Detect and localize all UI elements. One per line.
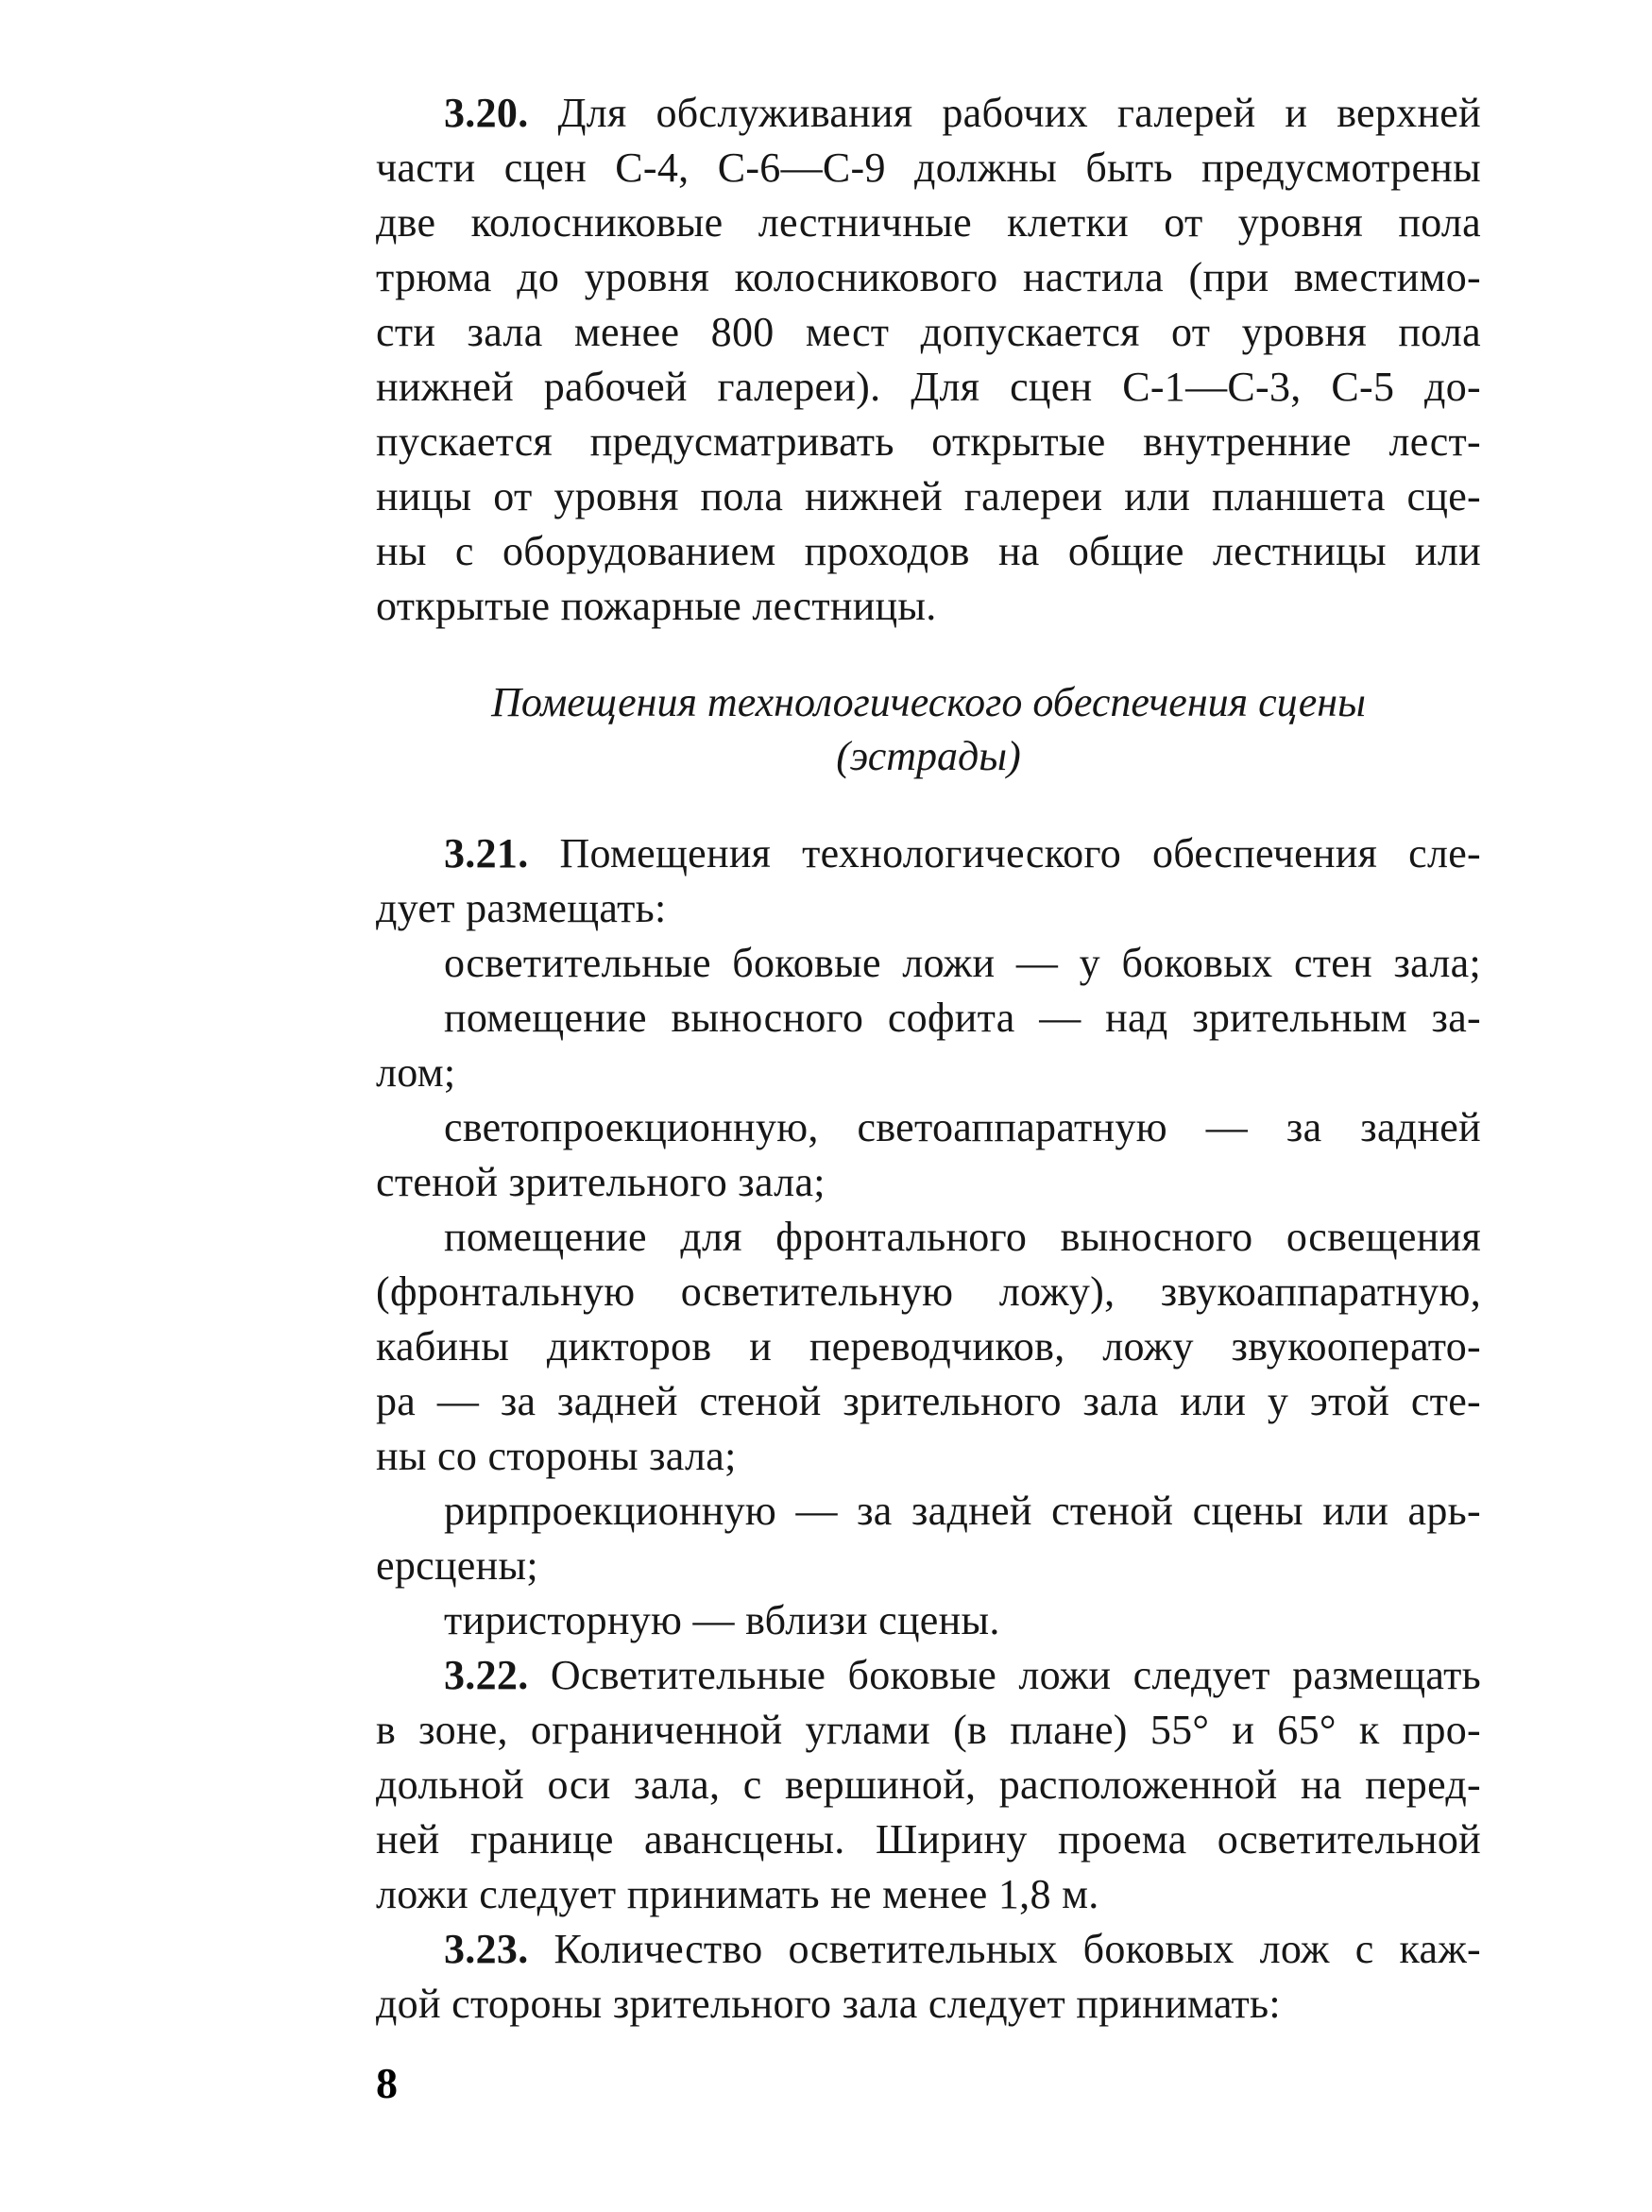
paragraph-3-22-line: в зоне, ограниченной углами (в плане) 55° и 65° к про- (376, 1707, 1481, 1753)
clause-number: 3.21. (444, 830, 529, 876)
section-heading: Помещения технологического обеспечения сцены (491, 679, 1366, 725)
paragraph-3-20-line: сти зала менее 800 мест допускается от уровня пола (376, 309, 1481, 355)
paragraph-3-21-line: ны со стороны зала; (376, 1433, 737, 1479)
paragraph-3-20-line: нижней рабочей галереи). Для сцен С-1—С-3, С-5 до- (376, 364, 1481, 410)
paragraph-3-23-line: 3.23. Количество осветительных боковых лож с каж- (444, 1926, 1481, 1972)
paragraph-3-21-line: лом; (376, 1049, 456, 1096)
paragraph-3-21-line: дует размещать: (376, 885, 667, 931)
paragraph-3-20-line: ницы от уровня пола нижней галереи или планшета сце- (376, 473, 1481, 519)
paragraph-3-20-line: две колосниковые лестничные клетки от уровня пола (376, 199, 1481, 246)
paragraph-3-21-line: помещение выносного софита — над зрительным за- (444, 995, 1481, 1041)
page-number: 8 (376, 2059, 398, 2107)
paragraph-3-20-line: трюма до уровня колосникового настила (при вместимо- (376, 254, 1481, 300)
paragraph-3-22-line: ней границе авансцены. Ширину проема осветительной (376, 1816, 1481, 1863)
paragraph-3-22-line: 3.22. Осветительные боковые ложи следует размещать (444, 1652, 1481, 1698)
clause-number: 3.23. (444, 1926, 529, 1972)
paragraph-3-20-line: открытые пожарные лестницы. (376, 583, 937, 629)
paragraph-3-21-line: кабины дикторов и переводчиков, ложу звукооперато- (376, 1323, 1481, 1370)
paragraph-3-20-line: 3.20. Для обслуживания рабочих галерей и верхней (444, 90, 1481, 136)
paragraph-3-21-line: ерсцены; (376, 1542, 538, 1589)
paragraph-3-22-line: дольной оси зала, с вершиной, расположенной на перед- (376, 1761, 1481, 1808)
paragraph-3-21-line: 3.21. Помещения технологического обеспечения сле- (444, 830, 1481, 876)
paragraph-3-21-line: ра — за задней стеной зрительного зала или у этой сте- (376, 1378, 1481, 1424)
paragraph-3-21-line: тиристорную — вблизи сцены. (444, 1597, 1000, 1643)
section-heading: (эстрады) (836, 733, 1021, 779)
paragraph-3-22-line: ложи следует принимать не менее 1,8 м. (376, 1871, 1099, 1917)
paragraph-3-20-line: части сцен С-4, С-6—С-9 должны быть предусмотрены (376, 145, 1481, 191)
paragraph-3-21-line: (фронтальную осветительную ложу), звукоаппаратную, (376, 1268, 1481, 1315)
paragraph-3-21-line: осветительные боковые ложи — у боковых стен зала; (444, 940, 1481, 986)
paragraph-3-23-line: дой стороны зрительного зала следует принимать: (376, 1981, 1281, 2027)
clause-number: 3.20. (444, 90, 529, 136)
paragraph-3-21-line: помещение для фронтального выносного освещения (444, 1214, 1481, 1260)
paragraph-3-20-line: ны с оборудованием проходов на общие лестницы или (376, 528, 1481, 574)
paragraph-3-21-line: рирпроекционную — за задней стеной сцены или арь- (444, 1488, 1481, 1534)
clause-number: 3.22. (444, 1652, 529, 1698)
paragraph-3-21-line: стеной зрительного зала; (376, 1159, 826, 1205)
paragraph-3-20-line: пускается предусматривать открытые внутренние лест- (376, 418, 1481, 465)
paragraph-3-21-line: светопроекционную, светоаппаратную — за задней (444, 1104, 1481, 1150)
